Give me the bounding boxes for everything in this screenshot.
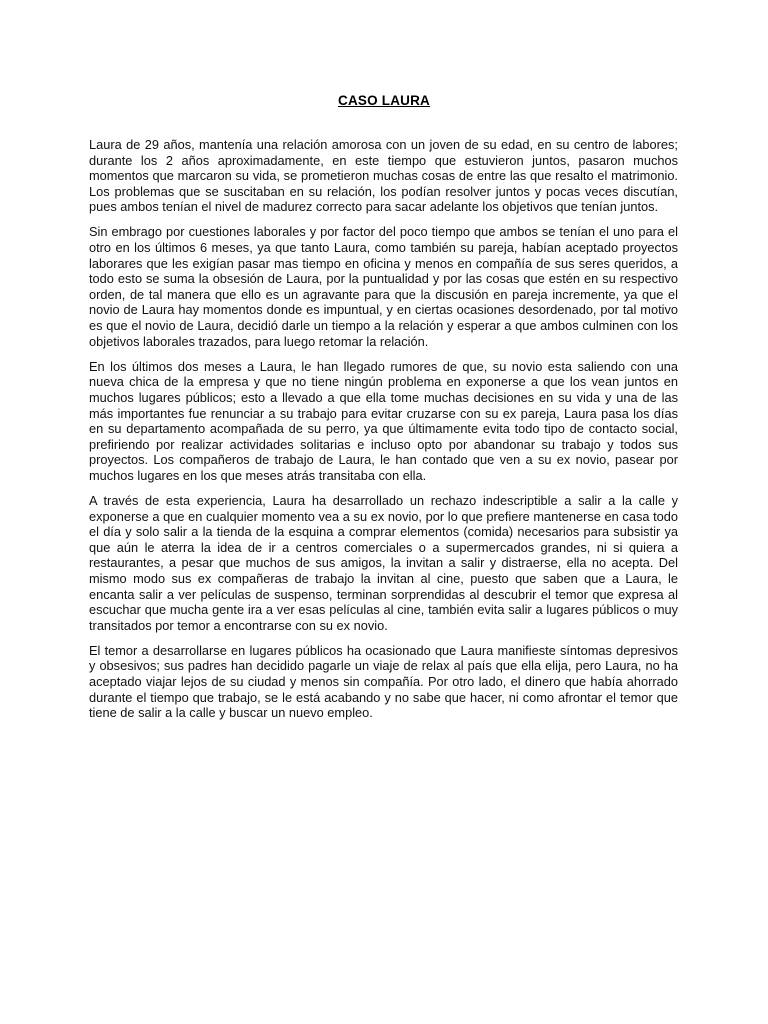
document-body (89, 137, 678, 730)
paragraph-3: En los últimos dos meses a Laura, le han llegado rumores de que, su novio esta saliendo con una nueva chica de la empresa y que no tiene ningún problema en exponerse a que los vean juntos en muchos lugares públicos; esto a llevado a que ella tome muchas decisiones en su vida y una de las más importantes fue renunciar a su trabajo para evitar cruzarse con su ex pareja, Laura pasa los días en su departamento acompañada de su perro, ya que últimamente evita todo tipo de contacto social, prefiriendo por realizar actividades solitarias e incluso opto por abandonar su trabajo y todos sus proyectos. Los compañeros de trabajo de Laura, le han contado que ven a su ex novio, pasear por muchos lugares en los que meses atrás transitaba con ella. (89, 358, 678, 483)
document-title: CASO LAURA (338, 93, 430, 108)
paragraph-5: El temor a desarrollarse en lugares públicos ha ocasionado que Laura manifieste síntomas depresivos y obsesivos; sus padres han decidido pagarle un viaje de relax al país que ella elija, pero Laura, no ha aceptado viajar lejos de su ciudad y menos sin compañía. Por otro lado, el dinero que había ahorrado durante el tiempo que trabajo, se le está acabando y no sabe que hacer, ni como afrontar el temor que tiene de salir a la calle y buscar un nuevo empleo. (89, 642, 678, 721)
paragraph-4: A través de esta experiencia, Laura ha desarrollado un rechazo indescriptible a salir a la calle y exponerse a que en cualquier momento vea a su ex novio, por lo que prefiere mantenerse en casa todo el día y solo salir a la tienda de la esquina a comprar elementos (comida) necesarios para subsistir ya que aún le aterra la idea de ir a centros comerciales o a supermercados grandes, ni si quiera a restaurantes, a pesar que muchos de sus amigos, la invitan a salir y distraerse, ella no acepta. Del mismo modo sus ex compañeras de trabajo la invitan al cine, puesto que saben que a Laura, le encanta salir a ver películas de suspenso, terminan sorprendidas al descubrir el temor que expresa al escuchar que mucha gente ira a ver esas películas al cine, también evita salir a lugares públicos o muy transitados por temor a encontrarse con su ex novio. (89, 492, 678, 633)
paragraph-2: Sin embrago por cuestiones laborales y por factor del poco tiempo que ambos se tenían el uno para el otro en los últimos 6 meses, ya que tanto Laura, como también su pareja, habían aceptado proyectos laborares que les exigían pasar mas tiempo en oficina y menos en compañía de sus seres queridos, a todo esto se suma la obsesión de Laura, por la puntualidad y por las cosas que estén en su respectivo orden, de tal manera que ello es un agravante para que la discusión en pareja incremente, ya que el novio de Laura hay momentos donde es impuntual, y en ciertas ocasiones desordenado, por tal motivo es que el novio de Laura, decidió darle un tiempo a la relación y esperar a que ambos culminen con los objetivos laborales trazados, para luego retomar la relación. (89, 224, 678, 349)
paragraph-1: Laura de 29 años, mantenía una relación amorosa con un joven de su edad, en su centro de labores; durante los 2 años aproximadamente, en este tiempo que estuvieron juntos, pasaron muchos momentos que marcaron su vida, se prometieron muchas cosas de entre las que resalto el matrimonio. Los problemas que se suscitaban en su relación, los podían resolver juntos y pocas veces discutían, pues ambos tenían el nivel de madurez correcto para sacar adelante los objetivos que tenían juntos. (89, 137, 678, 215)
